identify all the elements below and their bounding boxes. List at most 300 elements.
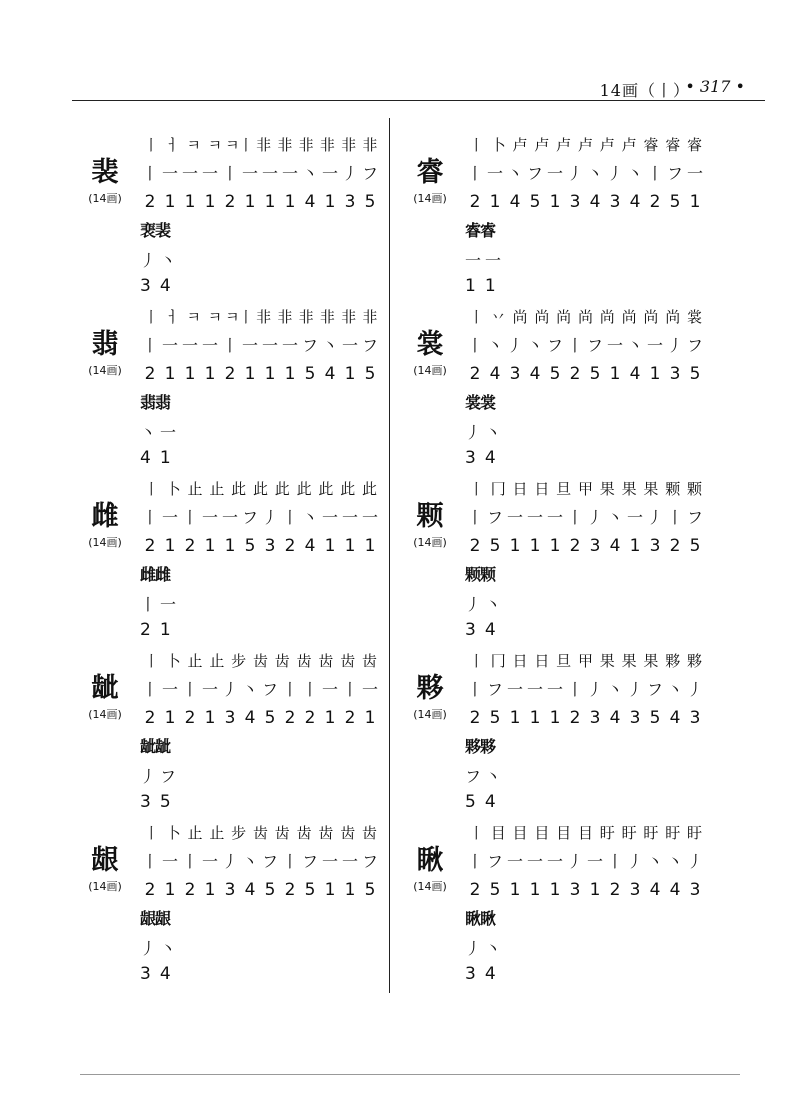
stroke-shape: 一 — [361, 507, 378, 527]
stroke-shape: 丨 — [141, 851, 158, 871]
stroke-number: 1 — [549, 880, 561, 900]
right-entry — [400, 474, 703, 649]
headword-character: 龈 — [91, 845, 119, 876]
stroke-number: 1 — [159, 448, 171, 468]
stroke-shape: 一 — [281, 335, 298, 355]
progression-step: 丷 — [490, 307, 505, 326]
progression-step: 睿 — [665, 135, 680, 154]
stroke-shape: 一 — [546, 507, 563, 527]
stroke-shape: 丨 — [221, 335, 238, 355]
stroke-number: 5 — [689, 364, 701, 384]
stroke-shape: 丨 — [281, 507, 298, 527]
stroke-number: 1 — [609, 364, 621, 384]
stroke-shape: 丨 — [341, 679, 358, 699]
stroke-shape: 丨 — [466, 507, 483, 527]
stroke-shape: 丿 — [606, 163, 623, 183]
stroke-shape: 一 — [160, 595, 177, 614]
progression-step: 睿 — [687, 135, 702, 154]
stroke-shape: 一 — [221, 507, 238, 527]
stroke-numbers — [465, 532, 705, 560]
stroke-shape: 一 — [646, 335, 663, 355]
continued-progression: 瞅瞅 — [465, 909, 496, 928]
stroke-number: 1 — [549, 536, 561, 556]
stroke-number: 2 — [649, 192, 661, 212]
stroke-number: 3 — [569, 880, 581, 900]
stroke-number: 1 — [159, 620, 171, 640]
stroke-shape: 丿 — [566, 163, 583, 183]
column-divider — [389, 118, 390, 993]
progression-step: 齿 — [362, 823, 377, 842]
progression-step: 卜 — [490, 135, 505, 154]
progression-step: 非 — [341, 307, 356, 326]
progression-step: 卢 — [556, 135, 571, 154]
headword-character: 龇 — [91, 673, 119, 704]
stroke-number: 2 — [569, 708, 581, 728]
stroke-shape: 一 — [201, 679, 218, 699]
progression-step: 丨 — [143, 823, 158, 842]
progression-step: 丨 — [468, 479, 483, 498]
stroke-number: 2 — [469, 536, 481, 556]
page-number: • 317 • — [685, 77, 745, 96]
stroke-number: 3 — [669, 364, 681, 384]
stroke-shape: 丿 — [341, 163, 358, 183]
stroke-progression — [140, 818, 380, 846]
stroke-number: 4 — [589, 192, 601, 212]
stroke-number: 1 — [264, 192, 276, 212]
stroke-shape: 丿 — [140, 939, 157, 958]
stroke-number: 1 — [529, 536, 541, 556]
stroke-count-label: (14画) — [413, 192, 447, 205]
progression-step: 目 — [577, 823, 592, 842]
progression-step: ㅋ丨 — [225, 135, 253, 154]
stroke-shape: 一 — [361, 679, 378, 699]
stroke-shape: 丿 — [626, 851, 643, 871]
progression-step: ㅋ丨 — [225, 307, 253, 326]
stroke-shape: 丶 — [160, 251, 177, 270]
stroke-number: 2 — [469, 880, 481, 900]
continued-numbers — [140, 620, 260, 640]
stroke-shape: 丿 — [686, 851, 703, 871]
stroke-shape: フ — [241, 507, 258, 527]
stroke-shape: 丿 — [140, 767, 157, 786]
stroke-progression — [140, 130, 380, 158]
stroke-number: 1 — [484, 276, 496, 296]
headword-character: 翡 — [91, 329, 119, 360]
stroke-shape: 丨 — [181, 851, 198, 871]
stroke-number: 5 — [304, 364, 316, 384]
progression-step: 此 — [274, 479, 289, 498]
progression-step: 睿 — [643, 135, 658, 154]
stroke-number: 4 — [669, 708, 681, 728]
stroke-shape: フ — [486, 851, 503, 871]
stroke-progression — [140, 474, 380, 502]
headword-character: 裴 — [91, 157, 119, 188]
progression-step: 尚 — [534, 307, 549, 326]
progression-step: 日 — [534, 479, 549, 498]
stroke-number: 5 — [549, 364, 561, 384]
progression-step: 冂 — [490, 651, 505, 670]
stroke-shape: 丿 — [666, 335, 683, 355]
stroke-shape: 丶 — [666, 679, 683, 699]
stroke-number: 1 — [284, 364, 296, 384]
stroke-progression — [140, 646, 380, 674]
stroke-shape: 丨 — [466, 163, 483, 183]
stroke-number: 4 — [484, 620, 496, 640]
stroke-progression — [465, 474, 705, 502]
continued-numbers — [140, 448, 260, 468]
progression-step: 非 — [298, 307, 313, 326]
stroke-number: 1 — [344, 880, 356, 900]
stroke-shape: 丨 — [141, 335, 158, 355]
stroke-number: 1 — [549, 192, 561, 212]
progression-step: 日 — [534, 651, 549, 670]
stroke-number: 2 — [669, 536, 681, 556]
stroke-shape: 一 — [586, 851, 603, 871]
stroke-number: 2 — [469, 708, 481, 728]
stroke-numbers — [465, 876, 705, 904]
left-entry — [75, 818, 378, 993]
stroke-shape: フ — [666, 163, 683, 183]
progression-step: 甲 — [577, 651, 592, 670]
progression-step: 此 — [252, 479, 267, 498]
continued-shapes — [140, 420, 260, 443]
progression-step: 盱 — [665, 823, 680, 842]
continued-progression: 翡翡 — [140, 393, 171, 412]
stroke-shape: 丨 — [141, 507, 158, 527]
stroke-shapes — [140, 330, 380, 358]
progression-step: 丨 — [143, 651, 158, 670]
left-entry — [75, 130, 378, 305]
stroke-shapes — [465, 158, 705, 186]
continued-shapes — [140, 248, 260, 271]
stroke-number: 2 — [184, 708, 196, 728]
stroke-number: 2 — [284, 708, 296, 728]
progression-step: 非 — [319, 307, 334, 326]
stroke-number: 4 — [304, 192, 316, 212]
progression-step: 非 — [362, 307, 377, 326]
stroke-shape: 一 — [526, 679, 543, 699]
progression-step: 丨 — [143, 135, 158, 154]
right-entry — [400, 302, 703, 477]
progression-step: 裳 — [687, 307, 702, 326]
stroke-shape: 丨 — [141, 163, 158, 183]
stroke-number: 2 — [184, 536, 196, 556]
stroke-shapes — [465, 502, 705, 530]
stroke-number: 1 — [204, 708, 216, 728]
stroke-number: 1 — [324, 536, 336, 556]
stroke-number: 5 — [489, 536, 501, 556]
continued-shapes — [465, 248, 585, 271]
stroke-shape: 丶 — [626, 163, 643, 183]
progression-step: 卢 — [621, 135, 636, 154]
progression-step: 颗 — [665, 479, 680, 498]
progression-step: 甲 — [577, 479, 592, 498]
stroke-number: 3 — [465, 964, 476, 984]
stroke-shape: 一 — [546, 163, 563, 183]
progression-step: 果 — [599, 479, 614, 498]
stroke-shape: 丿 — [626, 679, 643, 699]
progression-step: 此 — [340, 479, 355, 498]
stroke-number: 2 — [140, 620, 151, 640]
stroke-number: 3 — [649, 536, 661, 556]
progression-step: 止 — [209, 651, 224, 670]
stroke-shape: 丨 — [566, 335, 583, 355]
stroke-shape: 丶 — [485, 767, 502, 786]
stroke-shape: 一 — [341, 851, 358, 871]
stroke-number: 2 — [569, 364, 581, 384]
stroke-shape: 丨 — [140, 595, 157, 614]
progression-step: 日 — [512, 651, 527, 670]
progression-step: 齿 — [252, 823, 267, 842]
stroke-number: 3 — [465, 620, 476, 640]
stroke-shape: 丶 — [241, 679, 258, 699]
stroke-number: 1 — [324, 192, 336, 212]
stroke-number: 1 — [529, 880, 541, 900]
stroke-shape: 丶 — [606, 679, 623, 699]
stroke-shape: 一 — [161, 851, 178, 871]
stroke-number: 1 — [164, 536, 176, 556]
stroke-number: 3 — [465, 448, 476, 468]
stroke-shape: 一 — [546, 679, 563, 699]
stroke-count-label: (14画) — [88, 192, 122, 205]
footer-rule — [80, 1074, 740, 1075]
progression-step: 齿 — [340, 823, 355, 842]
progression-step: 目 — [490, 823, 505, 842]
stroke-number: 4 — [629, 192, 641, 212]
stroke-shape: 丶 — [526, 335, 543, 355]
stroke-shape: 丶 — [626, 335, 643, 355]
progression-step: 丨 — [143, 479, 158, 498]
progression-step: 非 — [319, 135, 334, 154]
stroke-shape: フ — [261, 679, 278, 699]
progression-step: 目 — [534, 823, 549, 842]
stroke-shape: 一 — [506, 679, 523, 699]
stroke-shape: 丨 — [181, 679, 198, 699]
progression-step: 尚 — [643, 307, 658, 326]
progression-step: 目 — [556, 823, 571, 842]
progression-step: 齿 — [296, 651, 311, 670]
stroke-progression — [465, 302, 705, 330]
stroke-shape: フ — [546, 335, 563, 355]
progression-step: 非 — [256, 307, 271, 326]
continued-numbers — [465, 276, 585, 296]
section-title: 14画（丨） — [599, 81, 690, 100]
continued-numbers — [465, 964, 585, 984]
stroke-number: 3 — [264, 536, 276, 556]
stroke-number: 2 — [144, 708, 156, 728]
stroke-shape: 丶 — [485, 423, 502, 442]
stroke-number: 4 — [649, 880, 661, 900]
stroke-shapes — [140, 502, 380, 530]
progression-step: 此 — [296, 479, 311, 498]
stroke-shape: 一 — [465, 251, 482, 270]
stroke-number: 1 — [204, 536, 216, 556]
stroke-number: 4 — [159, 276, 171, 296]
stroke-number: 3 — [224, 708, 236, 728]
stroke-count-label: (14画) — [88, 364, 122, 377]
progression-step: 齿 — [340, 651, 355, 670]
stroke-number: 3 — [689, 880, 701, 900]
stroke-shape: 丶 — [586, 163, 603, 183]
progression-step: ㅓ — [165, 135, 179, 154]
header-rule — [72, 100, 765, 101]
stroke-number: 2 — [224, 364, 236, 384]
stroke-progression — [465, 130, 705, 158]
stroke-shape: 一 — [201, 507, 218, 527]
stroke-shapes — [465, 330, 705, 358]
stroke-number: 2 — [569, 536, 581, 556]
stroke-shape: 丨 — [466, 335, 483, 355]
stroke-shape: フ — [486, 679, 503, 699]
stroke-shape: フ — [301, 335, 318, 355]
stroke-number: 3 — [224, 880, 236, 900]
stroke-shape: 丶 — [140, 423, 157, 442]
stroke-number: 3 — [140, 964, 151, 984]
stroke-shape: 丨 — [466, 851, 483, 871]
stroke-number: 5 — [364, 192, 376, 212]
stroke-number: 2 — [144, 880, 156, 900]
stroke-shape: 丿 — [221, 851, 238, 871]
stroke-number: 4 — [304, 536, 316, 556]
stroke-shape: 丶 — [301, 507, 318, 527]
progression-step: 卢 — [577, 135, 592, 154]
stroke-number: 1 — [465, 276, 476, 296]
progression-step: 丨 — [468, 651, 483, 670]
stroke-shape: 丿 — [465, 595, 482, 614]
continued-progression: 颗颗 — [465, 565, 496, 584]
stroke-number: 2 — [144, 536, 156, 556]
continued-progression: 雌雌 — [140, 565, 171, 584]
stroke-shapes — [465, 674, 705, 702]
stroke-number: 4 — [484, 448, 496, 468]
continued-shapes — [465, 420, 585, 443]
headword-character: 裳 — [416, 329, 444, 360]
stroke-shape: 一 — [546, 851, 563, 871]
stroke-number: 1 — [629, 536, 641, 556]
progression-step: 卜 — [165, 479, 180, 498]
stroke-number: 5 — [364, 364, 376, 384]
stroke-number: 2 — [344, 708, 356, 728]
continued-shapes — [465, 592, 585, 615]
stroke-progression — [465, 818, 705, 846]
headword-character: 睿 — [416, 157, 444, 188]
stroke-number: 2 — [469, 192, 481, 212]
stroke-number: 1 — [549, 708, 561, 728]
stroke-shape: 一 — [341, 335, 358, 355]
stroke-number: 4 — [489, 364, 501, 384]
stroke-number: 5 — [669, 192, 681, 212]
progression-step: 卜 — [165, 823, 180, 842]
stroke-shape: フ — [486, 507, 503, 527]
stroke-shape: 一 — [486, 163, 503, 183]
progression-step: 果 — [643, 479, 658, 498]
stroke-shape: フ — [361, 851, 378, 871]
stroke-number: 1 — [344, 536, 356, 556]
stroke-shape: 一 — [606, 335, 623, 355]
stroke-numbers — [465, 704, 705, 732]
progression-step: 止 — [187, 479, 202, 498]
stroke-number: 3 — [344, 192, 356, 212]
stroke-shape: 丨 — [281, 679, 298, 699]
stroke-shape: フ — [586, 335, 603, 355]
stroke-number: 1 — [284, 192, 296, 212]
progression-step: 齿 — [252, 651, 267, 670]
stroke-shape: フ — [261, 851, 278, 871]
progression-step: 尚 — [577, 307, 592, 326]
stroke-numbers — [140, 876, 380, 904]
stroke-shape: 丶 — [506, 163, 523, 183]
continued-progression: 睿睿 — [465, 221, 496, 240]
stroke-shapes — [140, 846, 380, 874]
continued-shapes — [140, 592, 260, 615]
progression-step: 齿 — [296, 823, 311, 842]
progression-step: 止 — [209, 479, 224, 498]
progression-step: 步 — [231, 823, 246, 842]
page-header — [0, 0, 800, 110]
progression-step: 果 — [643, 651, 658, 670]
progression-step: 非 — [298, 135, 313, 154]
stroke-number: 3 — [509, 364, 521, 384]
progression-step: 卢 — [512, 135, 527, 154]
stroke-shape: フ — [465, 767, 482, 786]
progression-step: 非 — [277, 307, 292, 326]
progression-step: ㅋ — [186, 307, 200, 326]
stroke-number: 1 — [164, 192, 176, 212]
progression-step: 尚 — [665, 307, 680, 326]
stroke-shape: 丨 — [281, 851, 298, 871]
stroke-number: 2 — [284, 880, 296, 900]
stroke-shape: フ — [361, 335, 378, 355]
stroke-shape: 一 — [201, 851, 218, 871]
stroke-shapes — [140, 158, 380, 186]
stroke-shape: 一 — [321, 163, 338, 183]
stroke-shape: 丿 — [646, 507, 663, 527]
progression-step: 卢 — [534, 135, 549, 154]
progression-step: 夥 — [687, 651, 702, 670]
stroke-number: 2 — [184, 880, 196, 900]
stroke-number: 3 — [589, 708, 601, 728]
stroke-shape: 丨 — [221, 163, 238, 183]
stroke-shape: 丶 — [321, 335, 338, 355]
stroke-shape: 丶 — [160, 939, 177, 958]
stroke-numbers — [140, 188, 380, 216]
progression-step: 果 — [621, 651, 636, 670]
stroke-number: 3 — [589, 536, 601, 556]
progression-step: 日 — [512, 479, 527, 498]
stroke-shape: フ — [160, 767, 177, 786]
progression-step: 齿 — [362, 651, 377, 670]
progression-step: 尚 — [599, 307, 614, 326]
progression-step: 齿 — [274, 823, 289, 842]
stroke-shape: 一 — [201, 163, 218, 183]
stroke-shape: 丿 — [686, 679, 703, 699]
progression-step: 旦 — [556, 651, 571, 670]
stroke-shape: 一 — [321, 851, 338, 871]
continued-shapes — [140, 764, 260, 787]
stroke-numbers — [465, 360, 705, 388]
stroke-number: 5 — [489, 708, 501, 728]
progression-step: 非 — [341, 135, 356, 154]
stroke-shape: 一 — [321, 507, 338, 527]
continued-numbers — [465, 448, 585, 468]
stroke-number: 1 — [184, 364, 196, 384]
stroke-shape: 丶 — [485, 595, 502, 614]
headword-character: 颗 — [416, 501, 444, 532]
continued-numbers — [465, 620, 585, 640]
stroke-number: 1 — [529, 708, 541, 728]
stroke-shape: 丶 — [486, 335, 503, 355]
stroke-number: 1 — [204, 880, 216, 900]
